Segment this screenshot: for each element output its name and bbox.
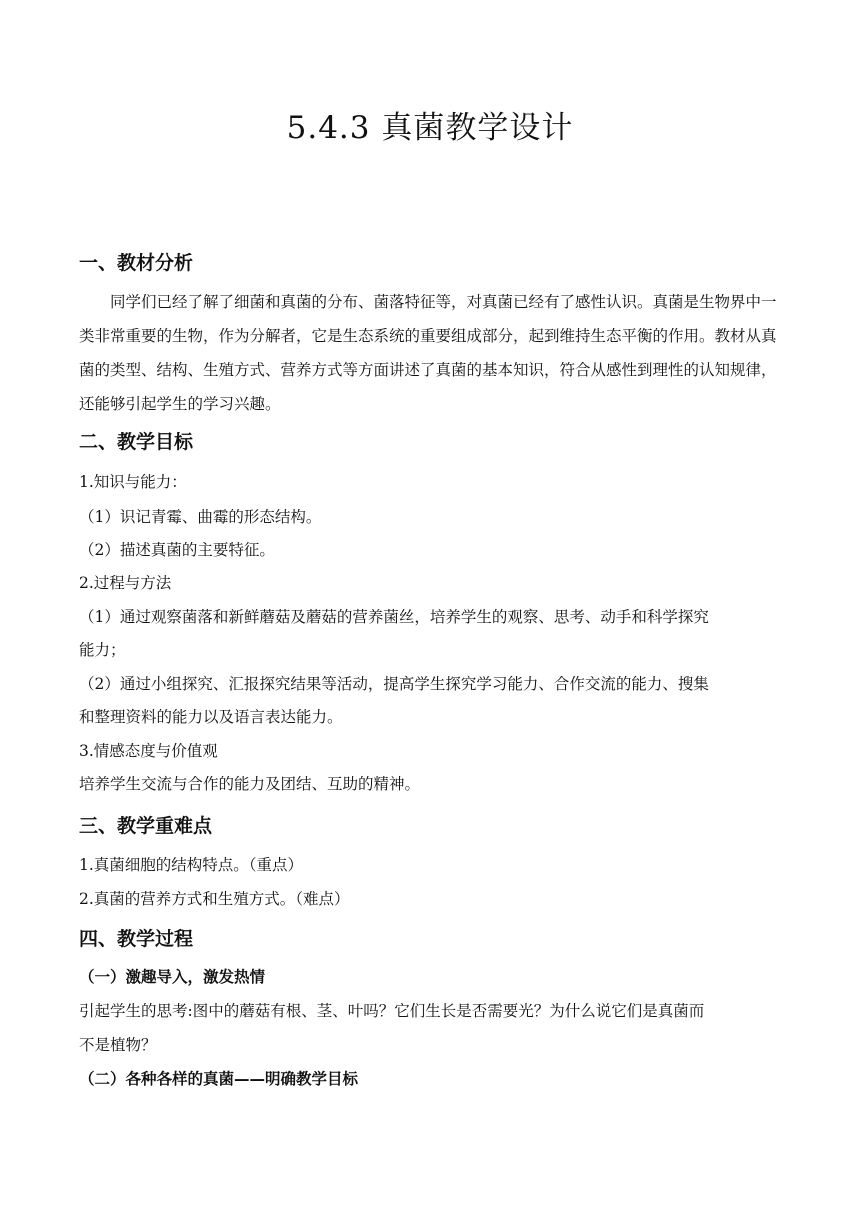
subheading-2: （二）各种各样的真菌——明确教学目标 [79, 1070, 359, 1088]
objective-line: （2）通过小组探究、汇报探究结果等活动，提高学生探究学习能力、合作交流的能力、搜集 [79, 675, 709, 693]
section-heading-2: 二、教学目标 [79, 431, 194, 453]
process-line: 不是植物？ [79, 1036, 157, 1054]
section-1-paragraph: 同学们已经了解了细菌和真菌的分布、菌落特征等，对真菌已经有了感性认识。真菌是生物界中一类非常重要的生物，作为分解者，它是生态系统的重要组成部分，起到维持生态平衡的作用。教材从真菌的类型、结构、生殖方式、营养方式等方面讲述了真菌的基本知识，符合从感性到理性的认知规律，还能够引起学生的学习兴趣。 [79, 293, 777, 413]
objective-line: 1.知识与能力： [79, 473, 187, 491]
objective-line: 培养学生交流与合作的能力及团结、互助的精神。 [79, 775, 421, 793]
objective-line: 和整理资料的能力以及语言表达能力。 [79, 708, 343, 726]
section-heading-4: 四、教学过程 [79, 928, 194, 950]
subheading-1: （一）激趣导入，激发热情 [79, 968, 266, 986]
document-title: 5.4.3 真菌教学设计 [286, 110, 574, 146]
key-point-line: 1.真菌细胞的结构特点。（重点） [79, 856, 304, 874]
objective-line: （1）通过观察菌落和新鲜蘑菇及蘑菇的营养菌丝，培养学生的观察、思考、动手和科学探究 [79, 608, 709, 626]
section-heading-3: 三、教学重难点 [79, 815, 213, 837]
objective-line: 2.过程与方法 [79, 574, 172, 592]
section-heading-1: 一、教材分析 [79, 252, 194, 274]
process-line: 引起学生的思考:图中的蘑菇有根、茎、叶吗？它们生长是否需要光？为什么说它们是真菌而 [79, 1002, 705, 1020]
objective-line: （2）描述真菌的主要特征。 [79, 541, 275, 559]
objective-line: 3.情感态度与价值观 [79, 742, 218, 760]
objective-line: 能力； [79, 641, 126, 659]
objective-line: （1）识记青霉、曲霉的形态结构。 [79, 508, 322, 526]
key-point-line: 2.真菌的营养方式和生殖方式。（难点） [79, 890, 350, 908]
